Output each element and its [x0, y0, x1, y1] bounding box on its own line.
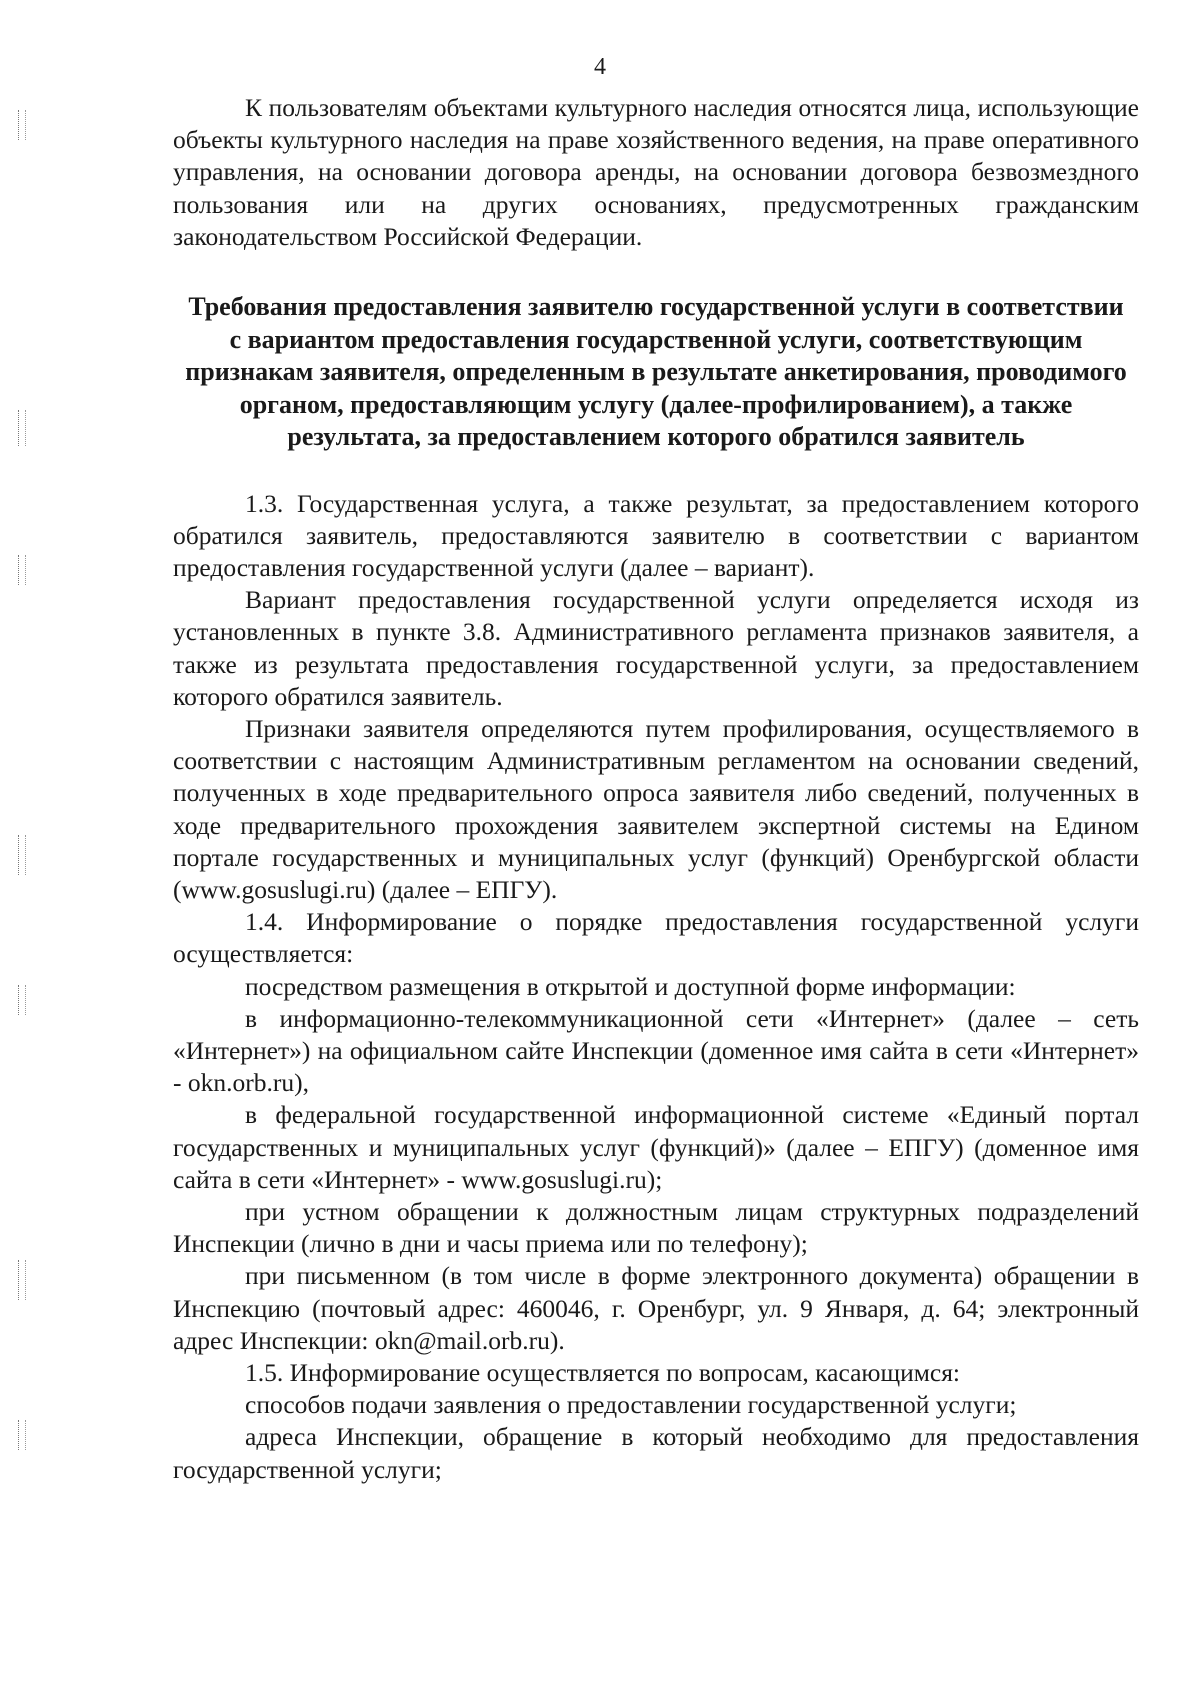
- scan-mark: [18, 985, 26, 1015]
- page-number: 4: [594, 54, 606, 80]
- section-heading: Требования предоставления заявителю государственной услуги в соответствии с вариантом предоставления государственной услуги, соответствующим признакам заявителя, определенным в результате анкетирования, проводимого органом, предоставляющим услугу (далее-профилированием), а также результата, за предоставлением которого обратился заявитель: [185, 292, 1127, 452]
- scan-mark: [18, 1260, 26, 1300]
- paragraph: 1.4. Информирование о порядке предоставления государственной услуги осуществляется:: [173, 907, 1139, 969]
- paragraph: Вариант предоставления государственной услуги определяется исходя из установленных в пункте 3.8. Административного регламента признаков заявителя, а также из результата предоставления государственной услуги, за предоставлением которого обратился заявитель.: [173, 585, 1139, 711]
- scan-mark: [18, 1420, 26, 1450]
- scan-mark: [18, 110, 26, 140]
- paragraph: при устном обращении к должностным лицам структурных подразделений Инспекции (лично в дни и часы приема или по телефону);: [173, 1196, 1139, 1259]
- paragraph: К пользователям объектами культурного наследия относятся лица, использующие объекты культурного наследия на праве хозяйственного ведения, на праве оперативного управления, на основании договора аренды, на основании договора безвозмездного пользования или на других основаниях, предусмотренных гражданским законодательством Российской Федерации.: [173, 93, 1139, 251]
- paragraph: 1.5. Информирование осуществляется по вопросам, касающимся:: [245, 1358, 961, 1387]
- scan-mark: [18, 835, 26, 875]
- document-body: [173, 92, 1139, 1486]
- paragraph: способов подачи заявления о предоставлении государственной услуги;: [245, 1390, 1017, 1420]
- paragraph: Признаки заявителя определяются путем профилирования, осуществляемого в соответствии с настоящим Административным регламентом на основании сведений, полученных в ходе предварительного опроса заявителя либо сведений, полученных в ходе предварительного прохождения заявителем экспертной системы на Едином портале государственных и муниципальных услуг (функций) Оренбургской области (www.gosuslugi.ru) (далее – ЕПГУ).: [173, 713, 1139, 904]
- paragraph: посредством размещения в открытой и доступной форме информации:: [245, 971, 1016, 1001]
- paragraph: 1.3. Государственная услуга, а также результат, за предоставлением которого обратился заявитель, предоставляются заявителю в соответствии с вариантом предоставления государственной услуги (далее – вариант).: [173, 488, 1139, 582]
- scan-mark: [18, 555, 26, 585]
- paragraph: в информационно-телекоммуникационной сети «Интернет» (далее – сеть «Интернет») на официальном сайте Инспекции (доменное имя сайта в сети «Интернет» - okn.orb.ru),: [173, 1003, 1139, 1098]
- paragraph: при письменном (в том числе в форме электронного документа) обращении в Инспекцию (почтовый адрес: 460046, г. Оренбург, ул. 9 Января, д. 64; электронный адрес Инспекции: okn@mail.orb.ru).: [173, 1261, 1139, 1355]
- scan-mark: [18, 410, 26, 446]
- paragraph: в федеральной государственной информационной системе «Единый портал государственных и муниципальных услуг (функций)» (далее – ЕПГУ) (доменное имя сайта в сети «Интернет» - www.gosuslugi.ru);: [173, 1100, 1139, 1194]
- paragraph: адреса Инспекции, обращение в который необходимо для предоставления государственной услуги;: [173, 1422, 1139, 1484]
